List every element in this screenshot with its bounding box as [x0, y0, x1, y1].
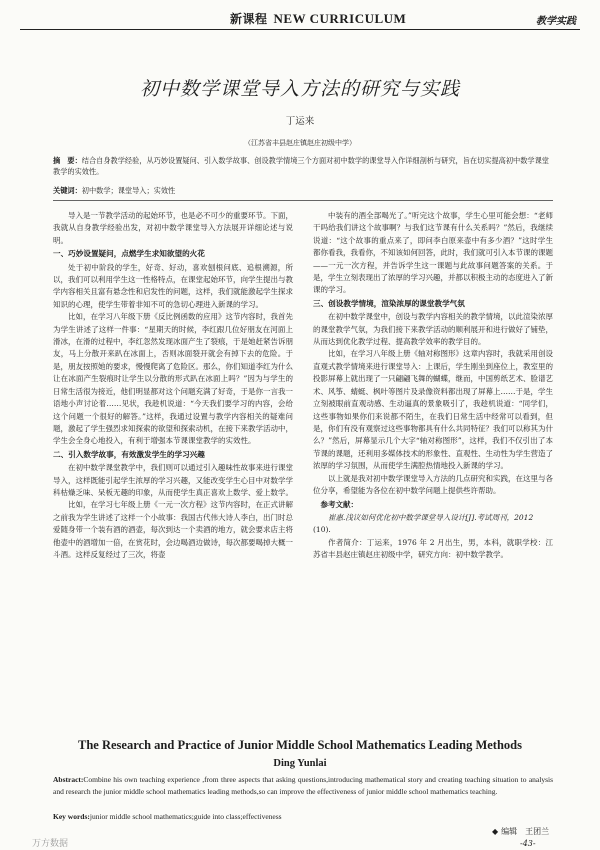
abstract — [53, 155, 553, 177]
english-abstract-text: Combine his own teaching experience ,from three aspects that asking questions,introducing mathematical story and creating teaching situation to analysis and research the junior middle school mathematics leading methods,so can improve the effectiveness of junior middle school mathematics teaching. — [53, 775, 553, 796]
editor-name: 编辑 王团兰 — [501, 827, 550, 836]
english-keywords — [53, 812, 553, 821]
abstract-label: 摘 要： — [53, 156, 82, 165]
left-column — [53, 210, 293, 561]
journal-name-cn: 新课程 — [230, 12, 268, 26]
body-paragraph: 在初中数学课堂教学中，我们则可以通过引入趣味性故事来进行课堂导入，这样既能引起学生浓厚的学习兴趣，又能改变学生心目中对数学学科枯燥乏味、呆板无趣的印象，从而使学生真正喜欢上数学、爱上数学。 — [53, 463, 293, 497]
reference-item-tail: (10). — [313, 525, 331, 535]
editor-credit — [492, 826, 549, 837]
body-paragraph: 处于初中阶段的学生，好奇、好动，喜欢刨根问底、追根溯源，所以，我们可以利用学生这一性格特点，在课堂起始环节，向学生提出与教学内容相关且富有悬念性和启发性的问题，这样，我们就能激起学生探求知识的心理，使学生带着非知不可的急切心理进入新课的学习。 — [53, 262, 293, 309]
abstract-divider — [53, 200, 553, 201]
english-title: The Research and Practice of Junior Middle School Mathematics Leading Methods — [78, 738, 522, 752]
keywords — [53, 186, 553, 196]
body-paragraph: 比如，在学习八年级上册《轴对称图形》这章内容时，我就采用创设直观式教学情境来进行课堂导入：上课后，学生刚坐到座位上，教室里的投影屏幕上就出现了一只翩翩飞舞的蝴蝶，继而，中国剪纸艺术、脸谱艺术、风筝、蜻蜓、枫叶等图片及录像资料都出现了屏幕上……于是，学生立刻被眼前直观动感、生动逼真的景象吸引了，我趁机说道：“同学们，这些事物如果你们来说都不陌生，在我们日常生活中经常可以看到，但是，你们有没有观察过这些事物都具有什么共同特征？我们可以称其为什么？”然后，屏幕显示几个大字“轴对称图形”，这样，我们不仅引出了本节课的课题，还利用多媒体技术的形象性、直观性、生动性为学生营造了浓厚的学习氛围，从而使学生满腔热情地投入新课的学习。 — [313, 349, 553, 471]
body-paragraph: 中装有的酒全部喝光了。”听完这个故事，学生心里可能会想：“老师干吗给我们讲这个故事啊？与我们这节课有什么关系吗？”然后，我继续说道：“这个故事的重点来了，即问李白原来壶中有多少酒？”这时学生都你看我，我看你，不知该如何回答，此时，我们就可引入本节课的课题——一元一次方程，并告诉学生这一课题与此故事问题答案的关系。于是，学生立刻表现出了浓厚的学习兴趣，并都以积极主动的态度进入了新课的学习。 — [313, 211, 553, 295]
journal-header — [20, 4, 580, 30]
page-number: -43- — [520, 839, 536, 848]
english-keywords-label: Key words: — [53, 812, 90, 821]
journal-name — [230, 10, 406, 27]
section-label: 教学实践 — [536, 16, 576, 27]
body-paragraph: 比如，在学习八年级下册《反比例函数的应用》这节内容时，我首先为学生讲述了这样一件事：“星期天的时候，李红跟几位好朋友在河面上滑冰，在滑的过程中，李红忽然发现冰面产生了裂痕，于是她赶紧告诉朋友，马上分散开来趴在冰面上，否则冰面裂开就会有掉下去的危险。于是，朋友按照她的要求，慢慢爬离了危险区。那么，你们知道李红为什么让在冰面产生裂痕时让学生以分散的形式趴在冰面上吗？”因为与学生的日常生活很为接近，他们明显都对这个问题充满了好奇，于是你一言我一语地小声讨论着……见状，我趁机说道：“今天我们要学习的内容，会给这个问题一个很好的解答。”这样，我通过设置与教学内容相关的疑难问题，激起了学生强烈求知探索的欲望和探索动机，在接下来教学活动中，学生会全身心地投入，有利于增强本节课课堂教学的实效性。 — [53, 312, 293, 446]
section-heading-3: 三、创设教学情境，渲染浓厚的课堂教学气氛 — [313, 298, 465, 308]
journal-name-en: NEW CURRICULUM — [273, 11, 407, 26]
author-affiliation: （江苏省丰县赵庄镇赵庄初级中学） — [244, 139, 356, 147]
article-author: 丁运来 — [285, 116, 315, 127]
watermark: 万方数据 — [32, 839, 69, 849]
keywords-text: 初中数学；课堂导入；实效性 — [81, 186, 176, 195]
section-heading-2: 二、引入数学故事，有效激发学生的学习兴趣 — [53, 449, 205, 459]
references-heading: 参考文献： — [320, 500, 358, 510]
abstract-text: 结合自身教学经验，从巧妙设置疑问、引入数学故事、创设教学情境三个方面对初中数学的课堂导入作详细剖析与研究，旨在切实提高初中数学课堂教学的实效性。 — [53, 156, 549, 176]
english-abstract — [53, 774, 553, 797]
right-column — [313, 210, 553, 561]
header-rule — [20, 29, 580, 30]
intro-paragraph: 导入是一节教学活动的起始环节，也是必不可少的重要环节。下面，我就从自身教学经验出发，对初中数学课堂导入方法展开详细论述与说明。 — [53, 211, 293, 245]
article-title: 初中数学课堂导入方法的研究与实践 — [139, 78, 460, 100]
bullet-icon: ◆ — [492, 827, 499, 836]
body-paragraph: 在初中数学课堂中，创设与教学内容相关的教学情境，以此渲染浓厚的课堂教学气氛，为我们接下来教学活动的顺利展开和进行做好了铺垫，从而达到优化教学过程、提高教学效率的教学目的。 — [313, 312, 553, 347]
english-abstract-label: Abstract: — [53, 775, 84, 784]
reference-item: 崔惠.浅议如何优化初中数学课堂导入设计[J].考试周刊，2012 — [328, 512, 534, 522]
keywords-label: 关键词： — [53, 186, 82, 195]
conclusion-paragraph: 以上就是我对初中数学课堂导入方法的几点研究和实践，在这里与各位分享，希望能为各位在初中数学问题上提供些许帮助。 — [313, 473, 553, 495]
english-keywords-text: junior middle school mathematics;guide into class;effectiveness — [89, 812, 282, 821]
section-heading-1: 一、巧妙设置疑问，点燃学生求知欲望的火花 — [53, 249, 205, 259]
english-author: Ding Yunlai — [273, 758, 327, 769]
body-paragraph: 比如，在学习七年级上册《一元一次方程》这节内容时，在正式讲解之前我为学生讲述了这样一个小故事：我国古代伟大诗人李白，出门时总爱随身带一个装有酒的酒壶，每次到达一个卖酒的地方，就会要求店主将他壶中的酒增加一倍，在赏花时，会边喝酒边做诗，每次都要喝掉大概一斗酒。这样反复经过了三次，将壶 — [53, 500, 293, 559]
author-bio: 作者简介：丁运来，1976 年 2 月出生，男，本科，就职学校：江苏省丰县赵庄镇赵庄初级中学，研究方向：初中数学教学。 — [313, 537, 553, 559]
